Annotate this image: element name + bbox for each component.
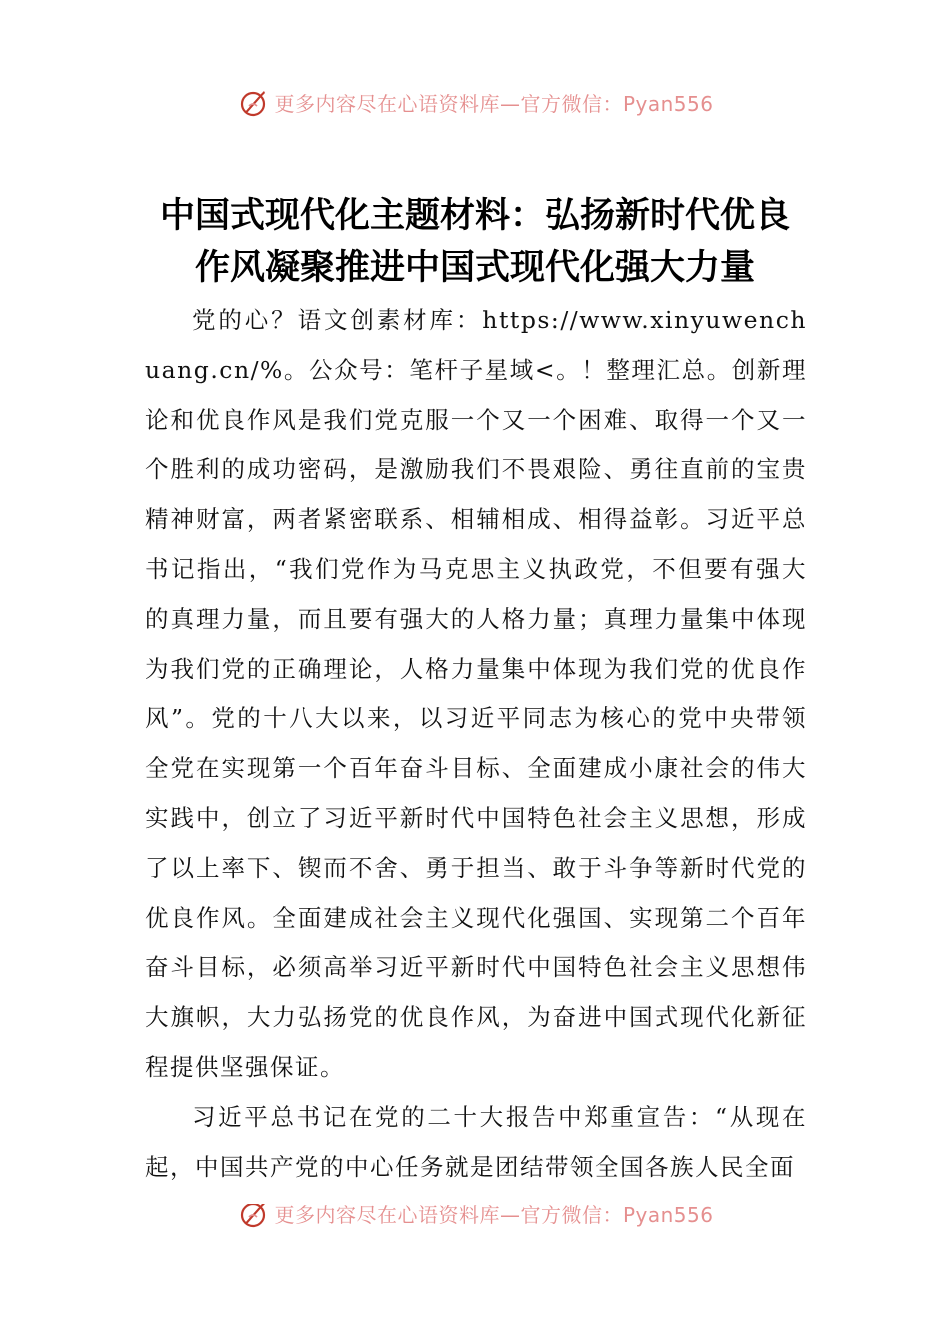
watermark-text-footer: 更多内容尽在心语资料库—官方微信：Pyan556 xyxy=(274,1204,714,1227)
title-line-2: 作风凝聚推进中国式现代化强大力量 xyxy=(194,248,755,288)
document-title xyxy=(100,190,850,294)
paragraph-1: 党的心？语文创素材库：https://www.xinyuwenchuang.cn/%。公众号：笔杆子星域<。！整理汇总。创新理论和优良作风是我们党克服一个又一个困难、取得一个又一个胜利的成功密码，是激励我们不畏艰险、勇往直前的宝贵精神财富，两者紧密联系、相辅相成、相得益彰。习近平总书记指出，“我们党作为马克思主义执政党，不但要有强大的真理力量，而且要有强大的人格力量；真理力量集中体现为我们党的正确理论，人格力量集中体现为我们党的优良作风”。党的十八大以来，以习近平同志为核心的党中央带领全党在实现第一个百年奋斗目标、全面建成小康社会的伟大实践中，创立了习近平新时代中国特色社会主义思想，形成了以上率下、锲而不舍、勇于担当、敢于斗争等新时代党的优良作风。全面建成社会主义现代化强国、实现第二个百年奋斗目标，必须高举习近平新时代中国特色社会主义思想伟大旗帜，大力弘扬党的优良作风，为奋进中国式现代化新征程提供坚强保证。 xyxy=(145,306,807,1081)
watermark-group xyxy=(236,85,713,119)
document-body xyxy=(145,296,807,1192)
watermark-text: 更多内容尽在心语资料库—官方微信：Pyan556 xyxy=(274,91,714,116)
paragraph-2: 习近平总书记在党的二十大报告中郑重宣告：“从现在起，中国共产党的中心任务就是团结带领全国各族人民全面 xyxy=(145,1102,807,1181)
footer-watermark xyxy=(0,1204,950,1234)
pen-seal-icon xyxy=(236,1204,270,1230)
header-watermark xyxy=(0,82,950,122)
watermark-group-footer xyxy=(236,1204,713,1230)
pen-seal-icon xyxy=(236,85,270,119)
title-line-1: 中国式现代化主题材料：弘扬新时代优良 xyxy=(159,196,790,236)
